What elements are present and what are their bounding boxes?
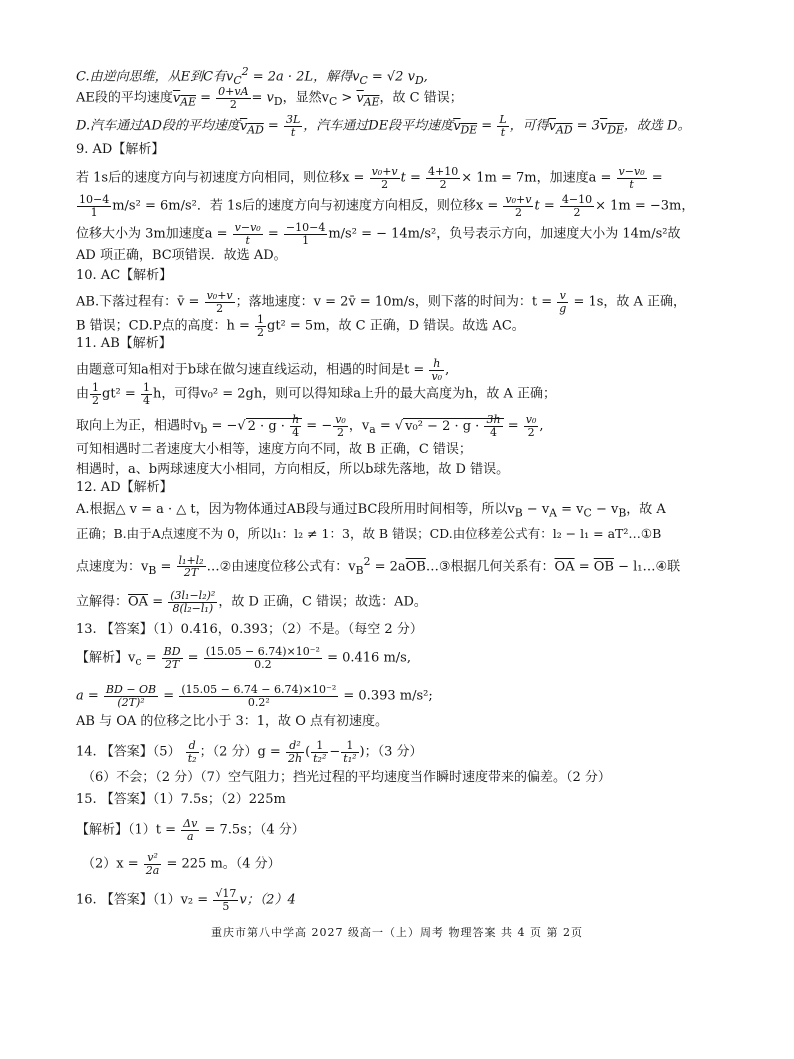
q12-line-1: A.根据△ v = a · △ t，因为物体通过AB段与通过BC段所用时间相等，所以$v_B - v_A = v_C - v_B$，故 A xyxy=(76,502,666,520)
text: 由 xyxy=(76,386,90,402)
fraction: $\frac{\text{v₀+v}}{2}$ xyxy=(206,289,233,315)
text: = 1s，故 A 正确， xyxy=(573,294,687,310)
fraction: $\frac{1}{2}$ xyxy=(257,313,265,339)
text: ，可得 xyxy=(509,118,549,134)
fraction: $\frac{\text{v₀}}{2}$ xyxy=(525,413,537,439)
text: = 3 xyxy=(576,118,600,134)
fraction: $\frac{1}{\text{t₁²}}$ xyxy=(343,739,357,765)
fraction: $\frac{4-10}{2}$ xyxy=(561,193,593,219)
question-15-answer: 15. 【答案】（1）7.5s；（2）225m xyxy=(76,792,286,807)
fraction: $\frac{\text{v₀+v}}{2}$ xyxy=(371,165,398,191)
fraction: $\frac{\text{d²}}{2h}$ xyxy=(287,739,303,765)
fraction: $\frac{0+vA}{2}$ xyxy=(218,85,249,111)
q11-line-5: 相遇时，a、b两球速度大小相同，方向相反，所以b球先落地，故 D 错误。 xyxy=(76,462,510,477)
text: …③根据几何关系有： xyxy=(425,559,555,575)
fraction: $\frac{d}{\text{t₂}}$ xyxy=(187,739,197,765)
question-14-answer xyxy=(76,740,423,764)
text: = xyxy=(160,559,172,575)
text: ，故 A xyxy=(626,502,666,517)
q15-line-1 xyxy=(76,818,305,842)
fraction: $\frac{\text{(3l₁−l₂)²}}{\text{8(l₂−l₁)}}$ xyxy=(170,589,216,615)
text: 16. 【答案】（1）v₂ = xyxy=(76,892,209,908)
text: B 错误；CD.P点的高度：h = xyxy=(76,318,250,334)
q13-line-1: 【解析】$v_c$ = $\frac{BD}{2T}$ = $\frac{\text{(15.05 − 6.74)×10⁻²}}{0.2}$ = 0.416 m/s, xyxy=(76,645,411,671)
q15-line-2 xyxy=(82,852,281,876)
text: × 1m = −3m， xyxy=(595,198,695,214)
text: …②由速度位移公式有：v xyxy=(206,559,356,575)
fraction: $\frac{\text{v₀}}{2}$ xyxy=(335,413,346,439)
text: = xyxy=(145,650,157,666)
text: − v xyxy=(526,502,550,517)
text: a = xyxy=(76,688,99,704)
fraction: $\frac{1}{2}$ xyxy=(92,381,100,407)
fraction: $\frac{10-4}{1}$ xyxy=(79,193,110,219)
text: ，故 C 错误； xyxy=(379,90,463,106)
text: = xyxy=(187,650,199,666)
q14-line-2: （6）不会；（2 分）（7）空气阻力；挡光过程的平均速度当作瞬时速度带来的偏差。（2 分） xyxy=(82,770,611,785)
q12-line-3: 点速度为：$v_B$ = $\frac{\text{l₁+l₂}}{2T}$ …②由速度位移公式有：$v_B^2$ = $2a\overline{OB}\dots ③$根据几何关系有：$\overline{OA} = \overline{OB}$ − l₁…④联 xyxy=(76,553,681,580)
text: = 2a xyxy=(374,559,406,575)
text: = − xyxy=(306,418,333,434)
q11-line-4: 可知相遇时二者速度大小相等，速度方向不同，故 B 正确，C 错误； xyxy=(76,442,472,457)
text: = 225 m。（4 分） xyxy=(166,856,281,872)
text: ，汽车通过DE段平均速度 xyxy=(303,118,454,134)
q12-line-2: 正确；B.由于A点速度不为 0，所以l₁：l₂ ≠ 1：3，故 B 错误；CD.由位移差公式有：l₂ − l₁ = aT²…①B xyxy=(76,526,662,541)
fraction: $\frac{\text{(15.05 − 6.74 − 6.74)×10⁻²}}{\text{0.2²}}$ xyxy=(181,683,337,709)
question-12-heading: 12. AD【解析】 xyxy=(76,480,173,495)
text: A.根据△ v = a · △ t，因为物体通过AB段与通过BC段所用时间相等，所以v xyxy=(76,502,515,517)
text: × 1m = 7m，加速度a = xyxy=(461,170,612,186)
text: = xyxy=(379,418,391,434)
text: v；（2）4 xyxy=(239,892,296,908)
fraction: $\frac{\text{v−v₀}}{t}$ xyxy=(618,165,645,191)
fraction: $\frac{L}{t}$ xyxy=(499,113,507,139)
text: h，可得v₀² = 2gh，则可以得知球a上升的最大高度为h，故 A 正确； xyxy=(152,386,556,402)
text: ，显然v xyxy=(282,90,329,106)
fraction: $\frac{\text{v−v₀}}{t}$ xyxy=(234,221,261,247)
text: C.由逆向思维，从E到C有v xyxy=(76,69,234,85)
fraction: $\frac{1}{4}$ xyxy=(142,381,150,407)
fraction: $\frac{\text{(15.05 − 6.74)×10⁻²}}{0.2}$ xyxy=(205,645,320,671)
fraction: $\frac{4+10}{2}$ xyxy=(428,165,459,191)
text: 2 · g · xyxy=(247,418,285,434)
text: （2）x = xyxy=(82,856,139,872)
text: m/s² = 6m/s²．若 1s后的速度方向与初速度方向相反，则位移x = xyxy=(112,198,499,214)
text: ( xyxy=(305,744,311,760)
text: gt² = xyxy=(102,386,136,402)
question-16-answer xyxy=(76,888,296,912)
text: 【解析】v xyxy=(76,650,136,666)
fraction: $\frac{\text{v₀+v}}{2}$ xyxy=(505,193,532,219)
text: = 2a · 2L，解得v xyxy=(252,69,360,85)
q11-line-1: 由题意可知a相对于b球在做匀速直线运动，相遇的时间是t = $\frac{h}{\text{v₀}}$ , xyxy=(76,357,450,383)
text: ，故 D 正确，C 错误；故选：AD。 xyxy=(218,594,427,610)
text: = 0.416 m/s, xyxy=(327,650,411,666)
text: = xyxy=(267,226,279,242)
fraction: $\frac{BD}{2T}$ xyxy=(163,645,181,671)
text: = xyxy=(507,418,519,434)
fraction: $\frac{h}{\text{v₀}}$ xyxy=(431,357,443,383)
text: v₀² − 2 · g · xyxy=(405,418,480,434)
text: 立解得： xyxy=(76,594,129,610)
text: − l₁…④联 xyxy=(618,559,681,575)
fraction: $\frac{1}{\text{t₂²}}$ xyxy=(313,739,327,765)
text: ，故选 D。 xyxy=(623,118,691,134)
question-11-heading: 11. AB【解析】 xyxy=(76,336,172,351)
text: 若 1s后的速度方向与初速度方向相同，则位移x = xyxy=(76,170,365,186)
text: 位移大小为 3m加速度a = xyxy=(76,226,228,242)
fraction: $\frac{v}{g}$ xyxy=(559,289,567,315)
line-d-option: D.汽车通过AD段的平均速度$v_{AD}$ = $\frac{3L}{t}$ ，汽车通过DE段平均速度$v_{DE}$ = $\frac{L}{t}$ ，可得$v_{AD} = 3v_{DE}$，故选 D。 xyxy=(76,113,691,139)
question-13-answer: 13. 【答案】（1）0.416，0.393；（2）不是。（每空 2 分） xyxy=(76,622,423,637)
text: = − xyxy=(211,418,238,434)
text: m/s² = − 14m/s²，负号表示方向，加速度大小为 14m/s²故 xyxy=(328,226,681,242)
text: 14. 【答案】（5） xyxy=(76,744,181,760)
q9-line-3 xyxy=(76,222,681,246)
q11-line-2 xyxy=(76,382,556,406)
fraction: $\frac{\Delta v}{a}$ xyxy=(183,817,198,843)
text: AB.下落过程有：v̄ = xyxy=(76,294,200,310)
fraction: $\frac{\text{v²}}{2a}$ xyxy=(145,851,160,877)
text: )；（3 分） xyxy=(359,744,423,760)
text: ；落地速度：v = 2v̄ = 10m/s，则下落的时间为：t = xyxy=(235,294,553,310)
fraction: $\frac{h}{4}$ xyxy=(292,413,300,439)
text: t = xyxy=(534,198,555,214)
q9-line-1 xyxy=(76,166,663,190)
fraction: $\frac{√17}{5}$ xyxy=(215,887,237,913)
q13-line-3: AB 与 OA 的位移之比小于 3：1，故 O 点有初速度。 xyxy=(76,714,388,729)
q10-line-1 xyxy=(76,290,686,314)
text: t = xyxy=(400,170,421,186)
text: = √2 v xyxy=(371,69,415,85)
question-10-heading: 10. AC【解析】 xyxy=(76,268,173,283)
text: = v xyxy=(561,502,584,517)
text: = 7.5s；（4 分） xyxy=(204,822,305,838)
fraction: $\frac{-10-4}{1}$ xyxy=(285,221,326,247)
line-ae-average: AE段的平均速度$v_{AE}$ = $\frac{0+vA}{2}$ = $v_D$，显然$v_C > v_{AE}$，故 C 错误； xyxy=(76,85,463,111)
text: AE段的平均速度 xyxy=(76,90,173,106)
text: 由题意可知a相对于b球在做匀速直线运动，相遇的时间是t = xyxy=(76,362,425,378)
text: = xyxy=(578,559,590,575)
fraction: $\frac{\text{l₁+l₂}}{2T}$ xyxy=(178,553,204,580)
text: ；（2 分）g = xyxy=(199,744,281,760)
text: gt² = 5m，故 C 正确，D 错误。故选 AC。 xyxy=(267,318,525,334)
line-c-option: C.由逆向思维，从E到C有$v_C^2 = 2a \cdot 2L$，解得$v_C = √2$ $v_D$, xyxy=(76,65,428,87)
text: 点速度为：v xyxy=(76,559,149,575)
text: − xyxy=(329,744,341,760)
page-footer: 重庆市第八中学高 2027 级高一（上）周考 物理答案 共 4 页 第 2页 xyxy=(211,926,583,939)
text: = xyxy=(163,688,175,704)
q13-line-2 xyxy=(76,684,433,708)
q12-line-4: 立解得：$\overline{OA}$ = $\frac{\text{(3l₁−l₂)²}}{\text{8(l₂−l₁)}}$ ，故 D 正确，C 错误；故选：AD。 xyxy=(76,589,427,615)
text: = 0.393 m/s²; xyxy=(343,688,433,704)
fraction: $\frac{3L}{t}$ xyxy=(285,113,301,139)
fraction: $\frac{3h}{4}$ xyxy=(486,413,501,439)
text: D.汽车通过AD段的平均速度 xyxy=(76,118,240,134)
q11-line-3: 取向上为正，相遇时$v_b$ = −√ 2 · g · $\frac{h}{4}$ = − $\frac{\text{v₀}}{2}$ ，$v_a$ = √ v₀² − 2 · g · $\frac{3h}{4}$ = $\frac{\text{v₀}}{2}$ , xyxy=(76,413,544,439)
text: 【解析】（1）t = xyxy=(76,822,177,838)
text: = xyxy=(651,170,663,186)
text: = v xyxy=(251,90,274,106)
q9-line-2 xyxy=(76,194,694,218)
text: − v xyxy=(595,502,619,517)
question-9-heading: 9. AD【解析】 xyxy=(76,142,165,157)
fraction: $\frac{BD - OB}{\text{(2T)²}}$ xyxy=(105,683,157,709)
text: 取向上为正，相遇时v xyxy=(76,418,201,434)
text: ，v xyxy=(348,418,370,434)
q9-line-4: AD 项正确，BC项错误．故选 AD。 xyxy=(76,248,287,263)
text: = xyxy=(152,594,164,610)
